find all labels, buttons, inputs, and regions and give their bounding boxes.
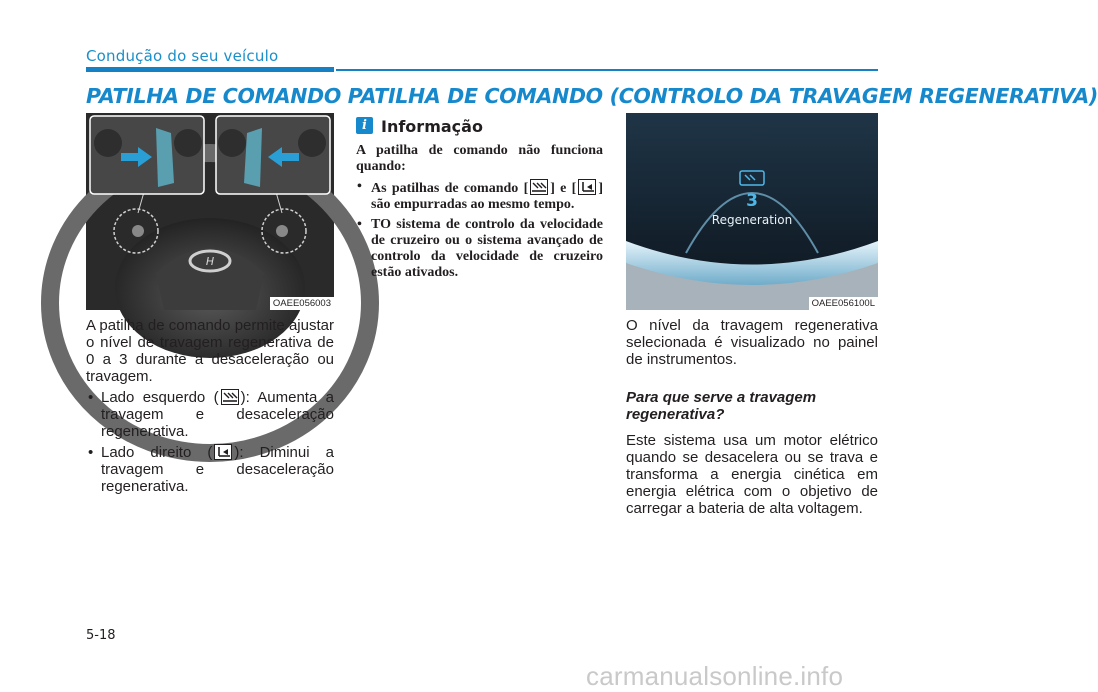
figure-caption-left: OAEE056003 (270, 297, 334, 310)
subheading: Para que serve a travagem regenerativa? (626, 389, 817, 423)
header-rule-thin (336, 69, 878, 71)
cluster-illustration (626, 113, 878, 310)
figure-caption-right: OAEE056100L (809, 297, 878, 310)
page-number: 5-18 (86, 628, 116, 643)
explanation-paragraph: Este sistema usa um motor elétrico quando se desacelera ou se trava e transforma a energia cinética em energia elétrica com o objetivo de carregar a bateria de alta voltagem. (626, 432, 878, 517)
intro-paragraph: A patilha de comando permite ajustar o nível de travagem regenerativa de 0 a 3 durante a desaceleração ou travagem. (86, 317, 334, 385)
decrease-regen-icon (578, 179, 596, 195)
decrease-regen-icon (214, 444, 232, 460)
info-item1-part-a: As patilhas de comando [ (371, 181, 529, 196)
bullet-left-suffix: ): Aumenta a travagem e desaceleração regenerativa. (101, 389, 334, 440)
info-lead: A patilha de comando não funciona quando: (356, 143, 603, 174)
svg-text:H: H (205, 255, 215, 268)
chapter-title: Condução do seu veículo (86, 47, 279, 65)
regen-display-label: Regeneration (711, 213, 793, 227)
steering-wheel-figure (86, 113, 334, 310)
regen-level-value: 3 (746, 191, 758, 211)
info-item1-part-c: ] são empurradas ao mesmo tempo. (371, 181, 603, 212)
header-rule-thick (86, 67, 334, 72)
list-item: • TO sistema de controlo da velocidade de cruzeiro ou o sistema avançado de controlo da velocidade de cruzeiro estão ativados. (356, 217, 603, 281)
display-paragraph: O nível da travagem regenerativa selecionada é visualizado no painel de instrumentos. (626, 317, 878, 368)
list-item (356, 179, 603, 213)
section-title: PATILHA DE COMANDO PATILHA DE COMANDO (CONTROLO DA TRAVAGEM REGENERATIVA) (86, 84, 1098, 108)
bullet-right-prefix: Lado direito ( (101, 444, 213, 461)
info-item1-part-b: ] e [ (550, 181, 577, 196)
bullet-right-suffix: ): Diminui a travagem e desaceleração regenerativa. (101, 444, 334, 495)
list-item (86, 444, 334, 495)
bullet-left-prefix: Lado esquerdo ( (101, 389, 219, 406)
info-title: Informação (381, 117, 483, 136)
right-column (626, 317, 878, 517)
watermark: carmanualsonline.info (586, 661, 844, 691)
paddle-list (86, 389, 334, 495)
increase-regen-icon (221, 389, 239, 405)
increase-regen-icon (530, 179, 548, 195)
steering-wheel-illustration (86, 113, 334, 310)
list-item (86, 389, 334, 440)
info-icon: i (356, 117, 373, 134)
left-column (86, 317, 334, 495)
info-body (356, 143, 603, 281)
info-list (356, 179, 603, 281)
instrument-cluster-figure (626, 113, 878, 310)
